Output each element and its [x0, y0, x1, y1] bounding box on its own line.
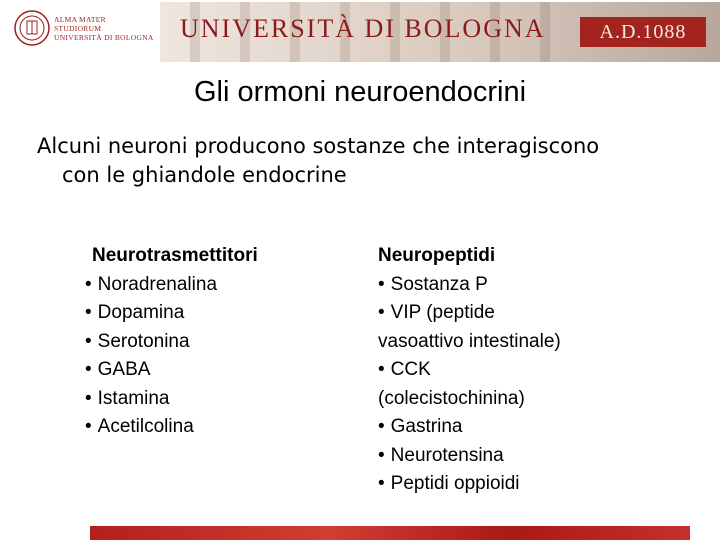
list-item: • Acetilcolina — [85, 416, 194, 437]
list-item: • Istamina — [85, 387, 170, 409]
intro-line-1: Alcuni neuroni producono sostanze che interagiscono — [37, 134, 600, 158]
list-item: • Sostanza P — [378, 273, 488, 295]
university-seal-icon — [14, 10, 50, 46]
list-item: • GABA — [85, 359, 151, 380]
list-item: • VIP (peptide — [378, 302, 495, 323]
list-item: • Dopamina — [85, 302, 185, 323]
institution-line1: ALMA MATER STUDIORUM — [54, 15, 106, 33]
founding-year-badge: A.D.1088 — [580, 17, 706, 47]
list-item: • CCK — [378, 359, 431, 380]
list-item: • Peptidi oppioidi — [378, 473, 520, 494]
intro-line-2: con le ghiandole endocrine — [62, 163, 347, 187]
neuropeptides-heading: Neuropeptidi — [378, 245, 496, 266]
neuropeptides-column — [378, 242, 678, 499]
slide-title: Gli ormoni neuroendocrini — [193, 76, 527, 108]
list-item: • Neurotensina — [378, 444, 504, 466]
institution-logo-text — [54, 15, 154, 42]
header — [0, 0, 720, 64]
list-item-continuation: (colecistochinina) — [378, 387, 525, 409]
list-item: • Serotonina — [85, 330, 190, 352]
list-item-continuation: vasoattivo intestinale) — [378, 330, 561, 352]
institution-line2: UNIVERSITÀ DI BOLOGNA — [54, 33, 154, 42]
university-name: UNIVERSITÀ DI BOLOGNA — [180, 14, 546, 43]
footer-bar — [90, 526, 690, 540]
list-item: • Noradrenalina — [85, 273, 218, 295]
list-item: • Gastrina — [378, 416, 463, 437]
intro-text — [37, 132, 687, 190]
neurotransmitters-column — [85, 242, 345, 442]
neurotransmitters-heading: Neurotrasmettitori — [92, 245, 258, 266]
